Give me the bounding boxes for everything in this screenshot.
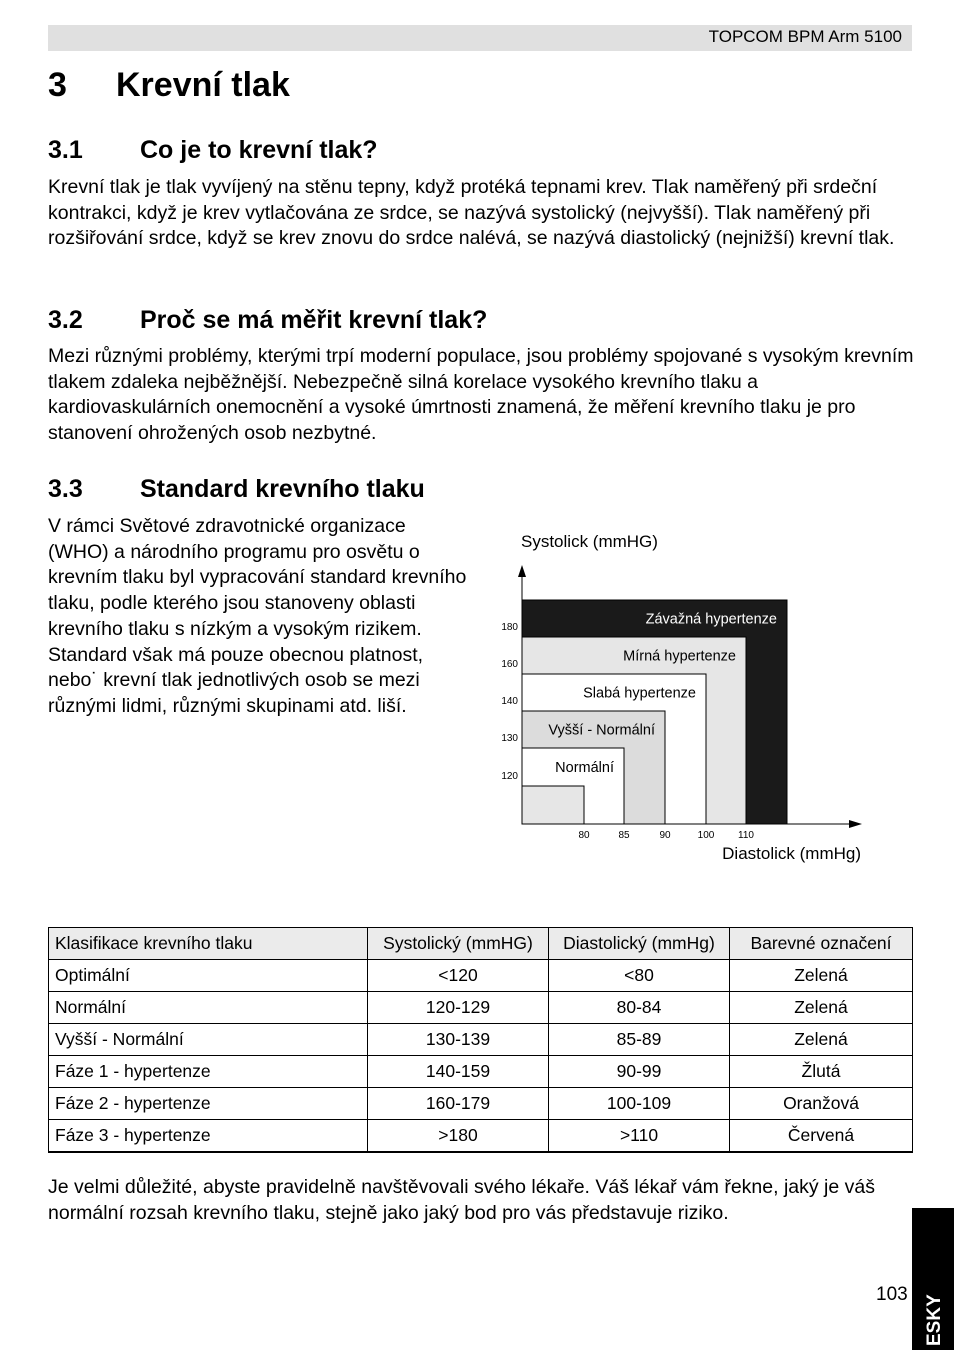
section-heading-3-3 xyxy=(48,475,425,504)
table-cell: <80 xyxy=(549,960,730,992)
table-cell: 140-159 xyxy=(368,1056,549,1088)
table-header-row xyxy=(49,928,913,960)
table-row xyxy=(49,1088,913,1120)
section-3-3-text: V rámci Světové zdravotnické organizace (WHO) a národního programu pro osvětu o krevním tlaku byl vypracování standard krevního tlaku, podle kterého jsou stanoveny oblasti krevního tlaku s nízkým a vysokým rizikem. Standard však má pouze obecnou platnost, nebo˙ krevní tlak jednotlivých osob se mezi různými lidmi, různými skupinami atd. liší. xyxy=(48,515,467,717)
table-cell: 160-179 xyxy=(368,1088,549,1120)
section-title: Proč se má měřit krevní tlak? xyxy=(140,306,488,334)
y-tick-label: 140 xyxy=(501,696,518,707)
section-heading-3-2 xyxy=(48,306,487,335)
section-number: 3.1 xyxy=(48,136,83,164)
chart-zone-label: Slabá hypertenze xyxy=(583,685,696,702)
section-title: Co je to krevní tlak? xyxy=(140,136,378,164)
table-cell: 130-139 xyxy=(368,1024,549,1056)
table-header-cell: Diastolický (mmHg) xyxy=(549,928,730,960)
table-cell: Optimální xyxy=(49,960,368,992)
section-3-2-text: Mezi různými problémy, kterými trpí moderní populace, jsou problémy spojované s vysokým krevním tlakem zdaleka nejběžnější. Nebezpečně silná korelace vysokého krevního tlaku a kardiovaskulárních onemocnění a vysoké úmrtnosti znamená, že měření krevního tlaku je pro stanovení ohrožených osob nezbytné. xyxy=(48,345,914,445)
table-cell: Vyšší - Normální xyxy=(49,1024,368,1056)
y-axis-label: Systolick (mmHG) xyxy=(521,532,658,551)
section-number: 3.2 xyxy=(48,306,83,334)
section-heading-3-1 xyxy=(48,136,378,165)
table-cell: 80-84 xyxy=(549,992,730,1024)
table-row xyxy=(49,1056,913,1088)
table-cell: >110 xyxy=(549,1120,730,1153)
table-header-cell: Systolický (mmHG) xyxy=(368,928,549,960)
classification-table xyxy=(48,927,913,1153)
table-header-cell: Barevné označení xyxy=(730,928,913,960)
blood-pressure-chart xyxy=(490,525,880,870)
table-cell: Fáze 2 - hypertenze xyxy=(49,1088,368,1120)
table-cell: Zelená xyxy=(730,960,913,992)
y-tick-label: 180 xyxy=(501,622,518,633)
table-cell: Zelená xyxy=(730,1024,913,1056)
x-axis-label: Diastolick (mmHg) xyxy=(722,844,861,863)
chapter-title xyxy=(48,66,290,105)
x-tick-label: 90 xyxy=(659,830,671,841)
closing-text: Je velmi důležité, abyste pravidelně navštěvovali svého lékaře. Váš lékař vám řekne, jaký je váš normální rozsah krevního tlaku, stejně jako jaký bod pro vás představuje riziko. xyxy=(48,1176,875,1224)
section-title: Standard krevního tlaku xyxy=(140,475,425,503)
language-tab-label: ESKY xyxy=(924,1294,945,1346)
chart-zone xyxy=(522,786,584,824)
y-tick-label: 130 xyxy=(501,733,518,744)
chart-zone-label: Normální xyxy=(555,760,614,776)
table-cell: Žlutá xyxy=(730,1056,913,1088)
table-cell: Oranžová xyxy=(730,1088,913,1120)
table-row xyxy=(49,1120,913,1153)
y-tick-label: 120 xyxy=(501,771,518,782)
table-header-cell: Klasifikace krevního tlaku xyxy=(49,928,368,960)
table-cell: 90-99 xyxy=(549,1056,730,1088)
x-axis-arrow-icon xyxy=(849,820,862,828)
header-bar xyxy=(48,25,912,51)
chart-zone-label: Závažná hypertenze xyxy=(645,611,777,628)
table-cell: Fáze 1 - hypertenze xyxy=(49,1056,368,1088)
x-tick-label: 110 xyxy=(738,830,754,841)
table-row xyxy=(49,1024,913,1056)
table-cell: Fáze 3 - hypertenze xyxy=(49,1120,368,1153)
page-number: 103 xyxy=(876,1284,908,1305)
x-tick-label: 85 xyxy=(618,830,630,841)
y-tick-label: 160 xyxy=(501,659,518,670)
table-cell: 100-109 xyxy=(549,1088,730,1120)
chapter-number: 3 xyxy=(48,66,67,104)
x-tick-label: 100 xyxy=(697,830,715,841)
x-tick-label: 80 xyxy=(578,830,590,841)
table-cell: >180 xyxy=(368,1120,549,1153)
section-number: 3.3 xyxy=(48,475,83,503)
table-cell: <120 xyxy=(368,960,549,992)
table-cell: 85-89 xyxy=(549,1024,730,1056)
table-cell: 120-129 xyxy=(368,992,549,1024)
section-3-1-text: Krevní tlak je tlak vyvíjený na stěnu tepny, když protéká tepnami krev. Tlak naměřený při srdeční kontrakci, když je krev vytlačována ze srdce, se nazývá systolický (nejvyšší). Tlak naměřený při rozšiřování srdce, když se krev znovu do srdce nalévá, se nazývá diastolický (nejnižší) krevní tlak. xyxy=(48,176,895,250)
chapter-title-text: Krevní tlak xyxy=(116,66,290,104)
table-cell: Normální xyxy=(49,992,368,1024)
table-row xyxy=(49,960,913,992)
table-cell: Zelená xyxy=(730,992,913,1024)
chart-zone-label: Vyšší - Normální xyxy=(548,722,655,739)
chart-zone-label: Mírná hypertenze xyxy=(623,648,736,665)
product-name: TOPCOM BPM Arm 5100 xyxy=(708,27,902,46)
table-row xyxy=(49,992,913,1024)
table-cell: Červená xyxy=(730,1120,913,1153)
y-axis-arrow-icon xyxy=(518,565,526,577)
language-tab xyxy=(912,1208,954,1350)
